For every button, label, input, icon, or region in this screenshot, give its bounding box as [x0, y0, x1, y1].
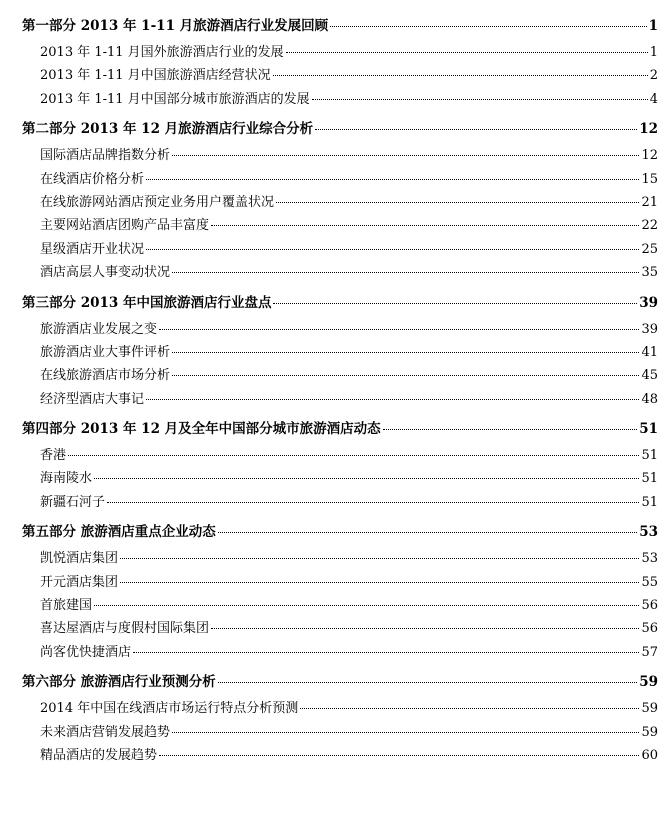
toc-entry-page-number: 53 — [641, 551, 658, 567]
toc-entry-page-number: 60 — [641, 747, 658, 763]
toc-entry-page-number: 59 — [641, 724, 658, 740]
dot-leader — [68, 455, 639, 456]
dot-leader — [172, 732, 639, 733]
toc-entry[interactable] — [22, 444, 658, 467]
toc-entry-page-number: 35 — [641, 265, 658, 281]
toc-entry-title: 2013 年 1-11 月中国旅游酒店经营状况 — [40, 68, 271, 84]
toc-entry-title: 2014 年中国在线酒店市场运行特点分析预测 — [40, 701, 299, 717]
toc-entry-list — [22, 697, 658, 767]
toc-entry-title: 2013 年 1-11 月国外旅游酒店行业的发展 — [40, 45, 284, 60]
toc-entry[interactable] — [22, 191, 658, 214]
toc-entry-list — [22, 547, 658, 664]
dot-leader — [107, 502, 639, 503]
toc-section-heading-page-number: 59 — [639, 674, 658, 691]
dot-leader — [300, 708, 639, 709]
dot-leader — [94, 478, 639, 479]
toc-section-heading-title: 第一部分 2013 年 1-11 月旅游酒店行业发展回顾 — [22, 18, 329, 34]
toc-entry[interactable] — [22, 261, 658, 284]
toc-entry[interactable] — [22, 388, 658, 411]
toc-entry[interactable] — [22, 594, 658, 617]
toc-entry-title: 尚客优快捷酒店 — [40, 644, 132, 660]
toc-section-heading-title: 第六部分 旅游酒店行业预测分析 — [22, 674, 216, 691]
toc-entry-title: 在线旅游网站酒店预定业务用户覆盖状况 — [40, 194, 275, 210]
toc-section-heading-title: 第二部分 2013 年 12 月旅游酒店行业综合分析 — [22, 121, 314, 138]
dot-leader — [383, 429, 638, 430]
toc-entry-page-number: 25 — [641, 241, 658, 257]
toc-entry-title: 主要网站酒店团购产品丰富度 — [40, 218, 210, 234]
toc-entry-page-number: 4 — [649, 91, 658, 107]
dot-leader — [146, 399, 639, 400]
dot-leader — [120, 582, 639, 583]
toc-entry[interactable] — [22, 571, 658, 594]
toc-entry-page-number: 56 — [641, 598, 658, 614]
toc-section-heading[interactable] — [22, 117, 658, 141]
toc-entry-title: 开元酒店集团 — [40, 574, 119, 590]
toc-entry[interactable] — [22, 214, 658, 237]
toc-entry-list — [22, 144, 658, 284]
dot-leader — [146, 249, 639, 250]
toc-entry-page-number: 57 — [641, 644, 658, 660]
table-of-contents — [22, 14, 658, 767]
dot-leader — [211, 225, 639, 226]
toc-entry-list — [22, 318, 658, 412]
toc-entry[interactable] — [22, 641, 658, 664]
toc-entry-page-number: 2 — [649, 68, 658, 84]
toc-entry[interactable] — [22, 341, 658, 364]
toc-entry[interactable] — [22, 88, 658, 111]
toc-entry[interactable] — [22, 617, 658, 640]
toc-entry-title: 2013 年 1-11 月中国部分城市旅游酒店的发展 — [40, 91, 310, 107]
toc-entry-title: 国际酒店品牌指数分析 — [40, 148, 171, 164]
toc-entry[interactable] — [22, 721, 658, 744]
dot-leader — [172, 155, 639, 156]
dot-leader — [312, 99, 648, 100]
dot-leader — [286, 52, 648, 53]
toc-entry-title: 新疆石河子 — [40, 494, 106, 510]
dot-leader — [330, 26, 646, 27]
dot-leader — [133, 652, 639, 653]
toc-entry-page-number: 41 — [641, 344, 658, 360]
toc-entry[interactable] — [22, 697, 658, 720]
toc-section-heading[interactable] — [22, 291, 658, 315]
toc-section-heading[interactable] — [22, 670, 658, 694]
toc-entry-title: 在线酒店价格分析 — [40, 171, 145, 187]
toc-entry[interactable] — [22, 144, 658, 167]
toc-entry-title: 喜达屋酒店与度假村国际集团 — [40, 621, 210, 637]
toc-section-heading[interactable] — [22, 520, 658, 544]
toc-section — [22, 14, 658, 111]
toc-entry-title: 旅游酒店业大事件评析 — [40, 344, 171, 360]
dot-leader — [146, 179, 639, 180]
dot-leader — [159, 329, 639, 330]
dot-leader — [211, 628, 639, 629]
toc-entry-page-number: 22 — [641, 218, 658, 234]
toc-entry-page-number: 12 — [641, 148, 658, 164]
toc-entry-page-number: 51 — [641, 494, 658, 510]
dot-leader — [218, 532, 638, 533]
toc-section-heading-page-number: 1 — [648, 18, 658, 34]
dot-leader — [172, 352, 639, 353]
toc-entry[interactable] — [22, 238, 658, 261]
toc-entry-title: 海南陵水 — [40, 471, 93, 487]
toc-entry-page-number: 48 — [641, 391, 658, 407]
toc-entry-title: 首旅建国 — [40, 598, 93, 614]
toc-section-heading-page-number: 39 — [639, 294, 658, 311]
toc-section — [22, 291, 658, 412]
toc-entry[interactable] — [22, 364, 658, 387]
toc-section — [22, 520, 658, 664]
toc-entry-title: 星级酒店开业状况 — [40, 241, 145, 257]
dot-leader — [120, 558, 639, 559]
toc-section-heading-title: 第三部分 2013 年中国旅游酒店行业盘点 — [22, 294, 272, 311]
toc-entry-list — [22, 444, 658, 514]
toc-entry[interactable] — [22, 41, 658, 64]
toc-entry[interactable] — [22, 547, 658, 570]
toc-entry-page-number: 56 — [641, 621, 658, 637]
toc-section — [22, 117, 658, 284]
toc-entry-page-number: 15 — [641, 171, 658, 187]
toc-entry[interactable] — [22, 318, 658, 341]
toc-entry-page-number: 51 — [641, 471, 658, 487]
toc-entry-title: 香港 — [40, 448, 67, 464]
toc-section-heading-page-number: 12 — [639, 121, 658, 138]
toc-entry-page-number: 45 — [641, 368, 658, 384]
toc-section-heading-title: 第五部分 旅游酒店重点企业动态 — [22, 524, 216, 541]
toc-entry[interactable] — [22, 744, 658, 767]
toc-entry-page-number: 1 — [649, 45, 658, 60]
toc-entry-title: 精品酒店的发展趋势 — [40, 747, 158, 763]
dot-leader — [172, 272, 639, 273]
toc-entry-title: 在线旅游酒店市场分析 — [40, 368, 171, 384]
toc-entry-page-number: 39 — [641, 321, 658, 337]
toc-section — [22, 670, 658, 767]
toc-entry-title: 酒店高层人事变动状况 — [40, 265, 171, 281]
dot-leader — [172, 375, 639, 376]
dot-leader — [273, 303, 637, 304]
toc-entry-page-number: 59 — [641, 701, 658, 717]
toc-entry-page-number: 55 — [641, 574, 658, 590]
toc-section-heading[interactable] — [22, 14, 658, 38]
dot-leader — [218, 682, 638, 683]
toc-entry[interactable] — [22, 168, 658, 191]
toc-section-heading-title: 第四部分 2013 年 12 月及全年中国部分城市旅游酒店动态 — [22, 421, 381, 438]
toc-section-heading-page-number: 51 — [639, 421, 658, 438]
toc-section-heading-page-number: 53 — [639, 524, 658, 541]
toc-entry[interactable] — [22, 467, 658, 490]
toc-section-heading[interactable] — [22, 417, 658, 441]
toc-entry-title: 未来酒店营销发展趋势 — [40, 724, 171, 740]
toc-entry[interactable] — [22, 491, 658, 514]
toc-entry-title: 经济型酒店大事记 — [40, 391, 145, 407]
toc-section — [22, 417, 658, 514]
toc-entry-list — [22, 41, 658, 111]
dot-leader — [315, 129, 637, 130]
toc-entry-title: 凯悦酒店集团 — [40, 551, 119, 567]
toc-entry[interactable] — [22, 64, 658, 87]
dot-leader — [276, 202, 639, 203]
dot-leader — [273, 75, 648, 76]
toc-entry-page-number: 51 — [641, 448, 658, 464]
toc-entry-title: 旅游酒店业发展之变 — [40, 321, 158, 337]
toc-entry-page-number: 21 — [641, 194, 658, 210]
dot-leader — [159, 755, 639, 756]
dot-leader — [94, 605, 639, 606]
